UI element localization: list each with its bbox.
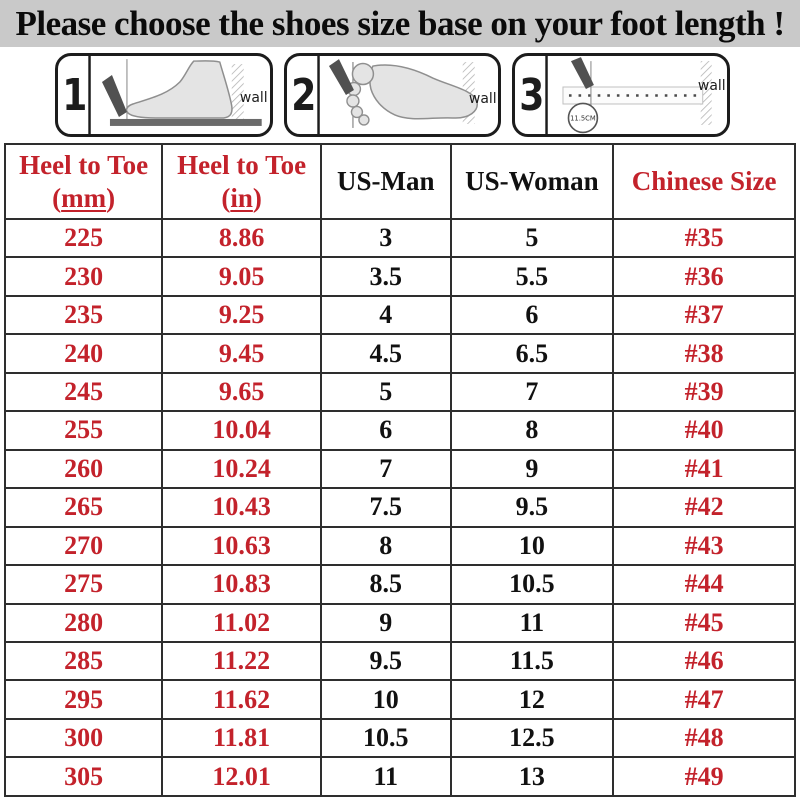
cell-us-woman: 5.5: [451, 257, 614, 295]
cell-cn-size: #37: [613, 296, 795, 334]
cell-cn-size: #43: [613, 527, 795, 565]
cell-cn-size: #38: [613, 334, 795, 372]
cell-heel-in: 10.43: [162, 488, 321, 526]
table-row: [5, 411, 795, 449]
table-row: [5, 450, 795, 488]
panel-1-illustration: [94, 56, 270, 134]
cell-heel-mm: 270: [5, 527, 162, 565]
header-heel-to-toe-in: [162, 144, 321, 219]
cell-heel-mm: 280: [5, 604, 162, 642]
cell-us-woman: 9: [451, 450, 614, 488]
table-row: [5, 642, 795, 680]
toe: [347, 95, 359, 107]
panel-3-number: 3: [519, 56, 549, 134]
cell-us-man: 4: [321, 296, 451, 334]
cell-us-woman: 10.5: [451, 565, 614, 603]
cell-heel-mm: 245: [5, 373, 162, 411]
table-row: [5, 334, 795, 372]
panel-2-number: 2: [290, 56, 320, 134]
cell-us-woman: 8: [451, 411, 614, 449]
cell-us-man: 8: [321, 527, 451, 565]
cell-us-man: 3: [321, 219, 451, 257]
wall-label: wall: [468, 90, 497, 107]
cell-heel-mm: 225: [5, 219, 162, 257]
measuring-instructions: [55, 53, 730, 137]
foot-silhouette: [127, 61, 232, 118]
cell-cn-size: #44: [613, 565, 795, 603]
title-bar: [0, 0, 800, 47]
cell-heel-in: 9.25: [162, 296, 321, 334]
floor-bar: [110, 119, 262, 126]
cell-us-man: 8.5: [321, 565, 451, 603]
cell-cn-size: #39: [613, 373, 795, 411]
cell-heel-in: 10.83: [162, 565, 321, 603]
cell-heel-in: 9.05: [162, 257, 321, 295]
cell-cn-size: #45: [613, 604, 795, 642]
cell-us-man: 4.5: [321, 334, 451, 372]
cell-us-man: 9.5: [321, 642, 451, 680]
cell-heel-in: 11.62: [162, 680, 321, 718]
panel-2-illustration: [323, 56, 499, 134]
cell-heel-mm: 235: [5, 296, 162, 334]
header-line2: (mm): [52, 182, 116, 213]
cell-cn-size: #46: [613, 642, 795, 680]
cell-us-woman: 7: [451, 373, 614, 411]
cell-heel-in: 10.63: [162, 527, 321, 565]
cell-us-man: 10: [321, 680, 451, 718]
cell-us-man: 5: [321, 373, 451, 411]
table-row: [5, 527, 795, 565]
cell-us-woman: 11.5: [451, 642, 614, 680]
cell-us-man: 7.5: [321, 488, 451, 526]
wall-label: wall: [698, 78, 727, 95]
cell-cn-size: #40: [613, 411, 795, 449]
page-title: Please choose the shoes size base on your foot length !: [15, 3, 785, 43]
pen-icon: [102, 75, 127, 117]
cell-us-man: 7: [321, 450, 451, 488]
table-row: [5, 488, 795, 526]
cell-cn-size: #35: [613, 219, 795, 257]
pen-icon: [329, 59, 354, 95]
cell-heel-mm: 300: [5, 719, 162, 757]
wall-label: wall: [239, 89, 268, 106]
cell-us-woman: 12: [451, 680, 614, 718]
cell-us-man: 3.5: [321, 257, 451, 295]
cell-heel-mm: 255: [5, 411, 162, 449]
table-row: [5, 719, 795, 757]
cell-heel-in: 11.02: [162, 604, 321, 642]
instruction-panel-3: [512, 53, 730, 137]
cell-us-man: 6: [321, 411, 451, 449]
cell-us-man: 9: [321, 604, 451, 642]
cell-heel-in: 11.22: [162, 642, 321, 680]
cell-cn-size: #49: [613, 757, 795, 796]
cell-heel-mm: 275: [5, 565, 162, 603]
foot-side-view-icon: [94, 56, 270, 134]
cell-cn-size: #48: [613, 719, 795, 757]
footprint-icon: [323, 56, 499, 134]
header-line1: Heel to Toe: [177, 150, 307, 181]
table-row: [5, 296, 795, 334]
instruction-panel-2: [284, 53, 502, 137]
cell-heel-mm: 295: [5, 680, 162, 718]
cell-us-woman: 11: [451, 604, 614, 642]
cell-us-woman: 6: [451, 296, 614, 334]
cell-heel-mm: 230: [5, 257, 162, 295]
cell-heel-in: 12.01: [162, 757, 321, 796]
cell-heel-in: 10.04: [162, 411, 321, 449]
cell-us-woman: 9.5: [451, 488, 614, 526]
big-toe: [352, 64, 373, 85]
cell-heel-in: 9.65: [162, 373, 321, 411]
cell-cn-size: #42: [613, 488, 795, 526]
cell-cn-size: #47: [613, 680, 795, 718]
table-row: [5, 680, 795, 718]
size-chart-table: [4, 143, 796, 797]
cell-us-woman: 10: [451, 527, 614, 565]
instruction-panel-1: [55, 53, 273, 137]
panel-3-illustration: [551, 56, 727, 134]
header-heel-to-toe-mm: [5, 144, 162, 219]
cell-heel-mm: 240: [5, 334, 162, 372]
cell-us-woman: 6.5: [451, 334, 614, 372]
table-row: [5, 757, 795, 796]
header-chinese-size: Chinese Size: [613, 144, 795, 219]
cell-cn-size: #36: [613, 257, 795, 295]
cell-heel-in: 11.81: [162, 719, 321, 757]
cell-heel-mm: 285: [5, 642, 162, 680]
header-line1: Heel to Toe: [19, 150, 149, 181]
cell-cn-size: #41: [613, 450, 795, 488]
toe: [359, 115, 369, 125]
cell-heel-mm: 260: [5, 450, 162, 488]
table-row: [5, 604, 795, 642]
length-callout-label: 11.5CM: [570, 114, 597, 123]
cell-heel-mm: 305: [5, 757, 162, 796]
cell-heel-in: 9.45: [162, 334, 321, 372]
cell-us-woman: 5: [451, 219, 614, 257]
cell-us-woman: 13: [451, 757, 614, 796]
table-row: [5, 373, 795, 411]
header-us-man: US-Man: [321, 144, 451, 219]
header-us-woman: US-Woman: [451, 144, 614, 219]
table-header-row: [5, 144, 795, 219]
cell-heel-in: 10.24: [162, 450, 321, 488]
cell-us-man: 10.5: [321, 719, 451, 757]
table-row: [5, 219, 795, 257]
ruler-measure-icon: [551, 56, 727, 134]
panel-1-number: 1: [61, 56, 91, 134]
ruler: [563, 87, 703, 104]
table-row: [5, 257, 795, 295]
header-line2: (in): [221, 182, 262, 213]
cell-heel-mm: 265: [5, 488, 162, 526]
cell-us-man: 11: [321, 757, 451, 796]
footprint-sole: [370, 65, 477, 119]
cell-heel-in: 8.86: [162, 219, 321, 257]
cell-us-woman: 12.5: [451, 719, 614, 757]
table-row: [5, 565, 795, 603]
